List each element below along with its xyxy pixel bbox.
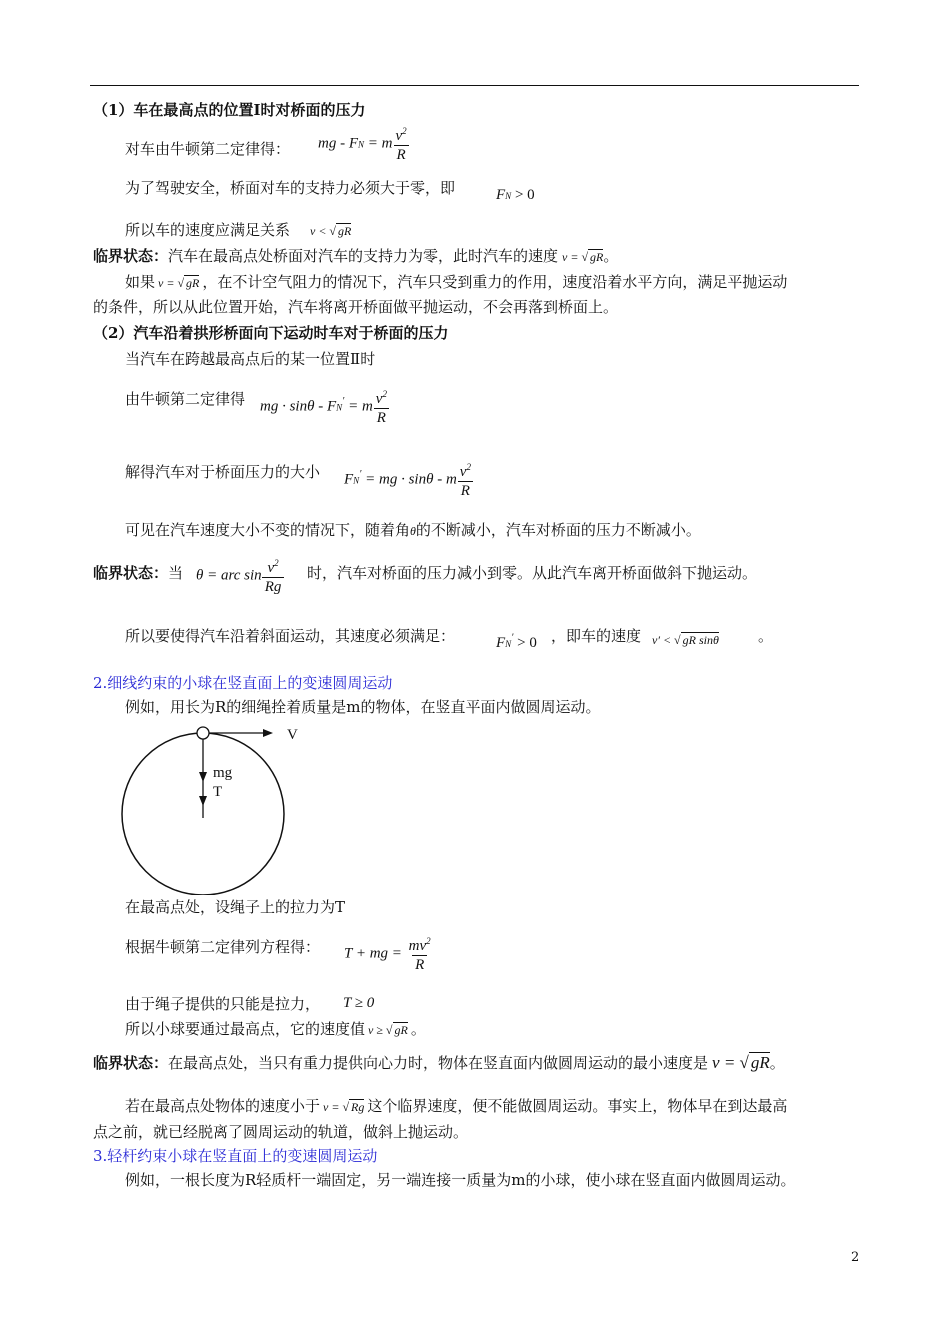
formula-v-geq: v ≥ √ gR bbox=[368, 1023, 408, 1037]
section4-heading: 3.轻杆约束小球在竖直面上的变速圆周运动 bbox=[93, 1147, 378, 1165]
formula-v-sin: v′ < √ gR sinθ bbox=[652, 633, 719, 647]
formula-arcsin: θ = arc sin $\frac{v^2}{Rg}$ bbox=[196, 554, 284, 596]
critical-label: 临界状态： bbox=[93, 247, 169, 265]
section1-if-line2: 的条件，所以从此位置开始，汽车将离开桥面做平抛运动，不会再落到桥面上。 bbox=[93, 298, 619, 316]
section1-safety-text: 为了驾驶安全，桥面对车的支持力必须大于零，即 bbox=[125, 179, 456, 197]
section3-less-line: 若在最高点处物体的速度小于 v = √ Rg 这个临界速度，便不能做圆周运动。事实上，物体早在到达最高 bbox=[125, 1097, 788, 1115]
section1-critical: 临界状态：汽车在最高点处桥面对汽车的支持力为零，此时汽车的速度 v = √ gR。 bbox=[93, 247, 619, 265]
section2-position-text: 当汽车在跨越最高点后的某一位置Ⅱ时 bbox=[125, 350, 376, 368]
section1-speed-text: 所以车的速度应满足关系 bbox=[125, 221, 291, 239]
mg-label: mg bbox=[213, 765, 233, 781]
velocity-arrowhead bbox=[263, 729, 273, 737]
formula-t-nonneg: T ≥ 0 bbox=[343, 995, 375, 1011]
velocity-label: V bbox=[287, 727, 298, 743]
formula-v-eq-sqrtgr-2: v = √ gR bbox=[158, 276, 200, 290]
formula-fn-positive: FN > 0 bbox=[496, 187, 535, 203]
section3-rope-text: 由于绳子提供的只能是拉力， bbox=[125, 995, 321, 1013]
section3-example: 例如，用长为R的细绳拴着质量是m的物体，在竖直平面内做圆周运动。 bbox=[125, 698, 601, 716]
tension-label: T bbox=[213, 784, 223, 800]
formula-fn-prime: FN′ = mg · sinθ - m $\frac{v^2}{R}$ bbox=[344, 462, 471, 499]
section2-require-end: 。 bbox=[758, 627, 774, 645]
header-rule bbox=[90, 85, 859, 86]
critical-text: 汽车在最高点处桥面对汽车的支持力为零，此时汽车的速度 bbox=[168, 247, 559, 265]
t-arrowhead bbox=[199, 796, 207, 806]
section2-newton-text: 由牛顿第二定律得 bbox=[125, 390, 246, 408]
section3-heading: 2.细线约束的小球在竖直面上的变速圆周运动 bbox=[93, 674, 393, 692]
formula-v-rg: v = √ Rg bbox=[323, 1100, 365, 1114]
ball-marker bbox=[197, 727, 209, 739]
formula-fn-prime-positive: FN′ > 0 bbox=[496, 632, 537, 651]
section4-example: 例如，一根长度为R轻质杆一端固定，另一端连接一质量为m的小球，使小球在竖直面内做圆周运动。 bbox=[125, 1171, 796, 1189]
mg-arrowhead bbox=[199, 772, 207, 782]
page-number: 2 bbox=[851, 1250, 860, 1265]
section1-newton-text: 对车由牛顿第二定律得： bbox=[125, 140, 291, 158]
formula-newton-slope: mg · sinθ - FN′ = m $\frac{v^2}{R}$ bbox=[260, 389, 387, 426]
section2-visible-line: 可见在汽车速度大小不变的情况下，随着角θ的不断减小，汽车对桥面的压力不断减小。 bbox=[125, 521, 701, 539]
section2-critical-text: 时，汽车对桥面的压力减小到零。从此汽车离开桥面做斜下抛运动。 bbox=[307, 564, 758, 582]
section1-if-line: 如果 v = √ gR ，在不计空气阻力的情况下，汽车只受到重力的作用，速度沿着水平方向，满足平抛运动 bbox=[125, 273, 788, 291]
formula-newton-top: mg - FN = m $\frac{v^2}{R}$ bbox=[318, 126, 407, 163]
section3-critical-line: 临界状态：在最高点处，当只有重力提供向心力时，物体在竖直面内做圆周运动的最小速度是 v = √ gR。 bbox=[93, 1053, 785, 1072]
section3-eq-text: 根据牛顿第二定律列方程得： bbox=[125, 938, 321, 956]
section2-require-b: ，即车的速度 bbox=[551, 627, 642, 645]
circular-motion-diagram bbox=[115, 720, 315, 895]
section3-top-text: 在最高点处，设绳子上的拉力为T bbox=[125, 898, 346, 916]
section3-pass-line: 所以小球要通过最高点，它的速度值 v ≥ √ gR 。 bbox=[125, 1020, 426, 1038]
formula-v-eq-sqrtgr: v = √ gR bbox=[562, 250, 604, 264]
section2-solve-text: 解得汽车对于桥面压力的大小 bbox=[125, 463, 321, 481]
theta-symbol: θ bbox=[410, 524, 416, 538]
section2-require-text: 所以要使得汽车沿着斜面运动，其速度必须满足： bbox=[125, 627, 456, 645]
section3-less-line2: 点之前，就已经脱离了圆周运动的轨道，做斜上抛运动。 bbox=[93, 1123, 469, 1141]
formula-vmin: v = √ gR bbox=[712, 1053, 770, 1072]
formula-tension: T + mg = $\frac{mv^2}{R}$ bbox=[344, 936, 431, 973]
section2-heading: （2）汽车沿着拱形桥面向下运动时车对于桥面的压力 bbox=[93, 324, 449, 342]
section2-critical: 临界状态：当 bbox=[93, 564, 184, 582]
formula-v-less-sqrtgr: v < √ gR bbox=[310, 224, 352, 238]
section1-heading: （1）车在最高点的位置Ⅰ时对桥面的压力 bbox=[93, 101, 366, 119]
